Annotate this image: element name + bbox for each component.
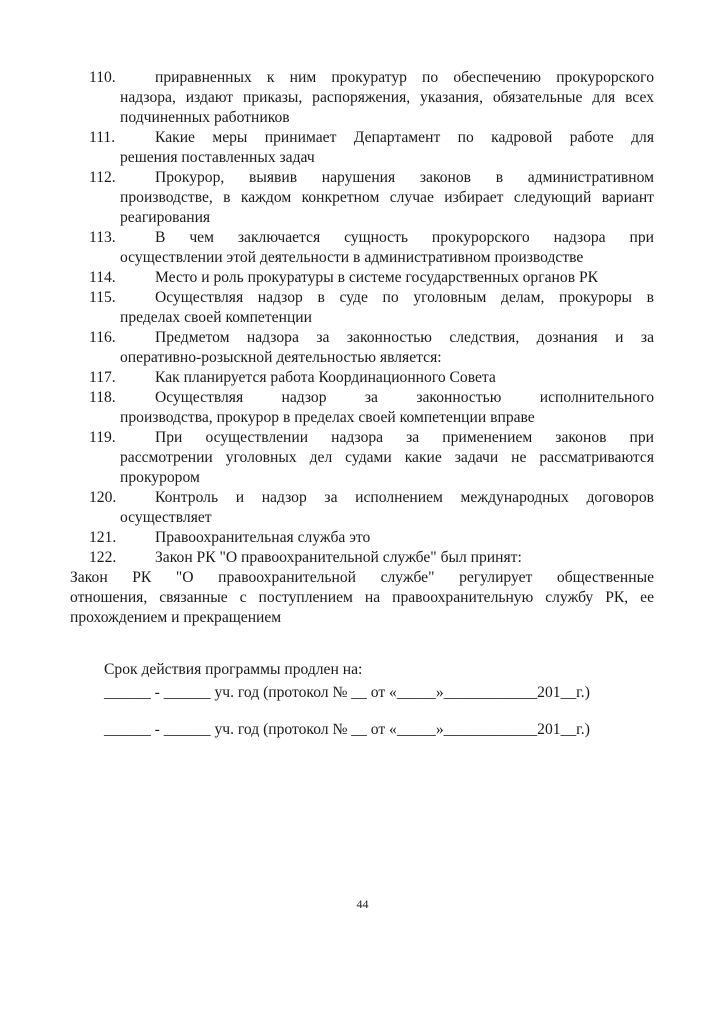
item-text: подчиненных работников — [120, 109, 290, 126]
item-text: Осуществляя надзор за законностью исполнительного — [155, 389, 654, 406]
item-number: 121. — [89, 529, 117, 546]
item-text: приравненных к ним прокуратур по обеспечению прокурорского — [155, 69, 654, 86]
paragraph-line: отношения, связанные с поступлением на правоохранительную службу РК, ее — [70, 589, 654, 606]
item-number: 116. — [89, 329, 116, 346]
item-text: рассмотрении уголовных дел судами какие задачи не рассматриваются — [120, 449, 654, 466]
item-number: 111. — [89, 129, 116, 146]
paragraph-line: Закон РК "О правоохранительной службе" регулирует общественные — [70, 569, 654, 586]
item-text: осуществлении этой деятельности в административном производстве — [120, 249, 584, 266]
item-text: решения поставленных задач — [120, 149, 315, 166]
item-number: 118. — [89, 389, 116, 406]
item-text: Прокурор, выявив нарушения законов в административном — [155, 169, 654, 186]
item-text: Осуществляя надзор в суде по уголовным делам, прокуроры в — [155, 289, 654, 306]
item-text: Как планируется работа Координационного Совета — [155, 369, 496, 386]
item-text: Правоохранительная служба это — [155, 529, 371, 546]
extension-row-2: ______ - ______ уч. год (протокол № __ от «_____»____________201__г.) — [104, 721, 590, 738]
item-number: 119. — [89, 429, 116, 446]
item-number: 115. — [89, 289, 116, 306]
paragraph-line: прохождением и прекращением — [70, 609, 282, 626]
item-number: 112. — [89, 169, 116, 186]
item-number: 122. — [89, 549, 117, 566]
item-text: Закон РК "О правоохранительной службе" был принят: — [155, 549, 522, 566]
item-text: Предметом надзора за законностью следствия, дознания и за — [155, 329, 654, 346]
item-text: оперативно-розыскной деятельностью является: — [120, 349, 442, 366]
item-text: производстве, в каждом конкретном случае избирает следующий вариант — [120, 189, 654, 206]
item-number: 113. — [89, 229, 116, 246]
extension-title: Срок действия программы продлен на: — [104, 661, 363, 678]
item-text: В чем заключается сущность прокурорского надзора при — [155, 229, 654, 246]
item-text: Контроль и надзор за исполнением международных договоров — [155, 489, 654, 506]
item-text: производства, прокурор в пределах своей компетенции вправе — [120, 409, 535, 426]
item-text: прокурором — [120, 469, 200, 486]
item-text: При осуществлении надзора за применением законов при — [155, 429, 654, 446]
item-text: Какие меры принимает Департамент по кадровой работе для — [155, 129, 654, 146]
item-text: осуществляет — [120, 509, 212, 526]
item-number: 120. — [89, 489, 117, 506]
item-number: 117. — [89, 369, 116, 386]
page-number: 44 — [356, 897, 369, 911]
item-text: надзора, издают приказы, распоряжения, указания, обязательные для всех — [120, 89, 654, 106]
item-text: пределах своей компетенции — [120, 309, 312, 326]
item-number: 110. — [89, 69, 116, 86]
extension-row-1: ______ - ______ уч. год (протокол № __ от «_____»____________201__г.) — [104, 684, 590, 701]
item-text: Место и роль прокуратуры в системе государственных органов РК — [155, 269, 599, 286]
item-number: 114. — [89, 269, 116, 286]
item-text: реагирования — [120, 209, 211, 226]
